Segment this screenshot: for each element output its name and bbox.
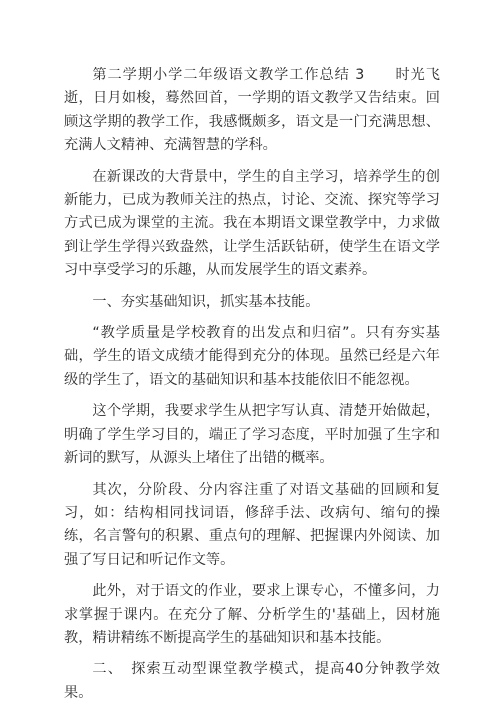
heading-section-1: 一、夯实基础知识，抓实基本技能。 [92,293,320,310]
paragraph-homework: 此外，对于语文的作业，要求上课专心，不懂多问，力求掌握于课内。在充分了解、分析学生的'基础上，因材施教，精讲精练不断提高学生的基础知识和基本技能。 [64,583,440,646]
paragraph-secondly: 其次，分阶段、分内容注重了对语文基础的回顾和复习，如：结构相同找词语，修辞手法、改病句、缩句的操练，名言警句的积累、重点句的理解、把握课内外阅读、加强了写日记和听记作文等。 [64,481,440,568]
paragraph-this-semester: 这个学期，我要求学生从把字写认真、清楚开始做起，明确了学生学习目的，端正了学习态度，平时加强了生字和新词的默写，从源头上堵住了出错的概率。 [64,403,440,467]
paragraph-quality: “教学质量是学校教育的出发点和归宿”。只有夯实基础，学生的语文成绩才能得到充分的体现。虽然已经是六年级的学生了，语文的基础知识和基本技能依旧不能忽视。 [64,325,440,388]
paragraph-new-curriculum: 在新课改的大背景中，学生的自主学习，培养学生的创新能力，已成为教师关注的热点，讨论、交流、探究等学习方式已成为课堂的主流。我在本期语文课堂教学中，力求做到让学生学得兴致盎然，让学生活跃钻研，使学生在语文学习中享受学习的乐趣，从而发展学生的语文素养。 [64,168,440,279]
document-body [64,64,440,705]
heading-section-2: 二、 探索互动型课堂教学模式，提高40分钟教学效果。 [64,661,440,701]
paragraph-intro: 第二学期小学二年级语文教学工作总结 3 时光飞逝，日月如梭，蓦然回首，一学期的语文教学又告结束。回顾这学期的教学工作，我感慨颇多，语文是一门充满思想、充满人文精神、充满智慧的学科。 [64,67,440,154]
